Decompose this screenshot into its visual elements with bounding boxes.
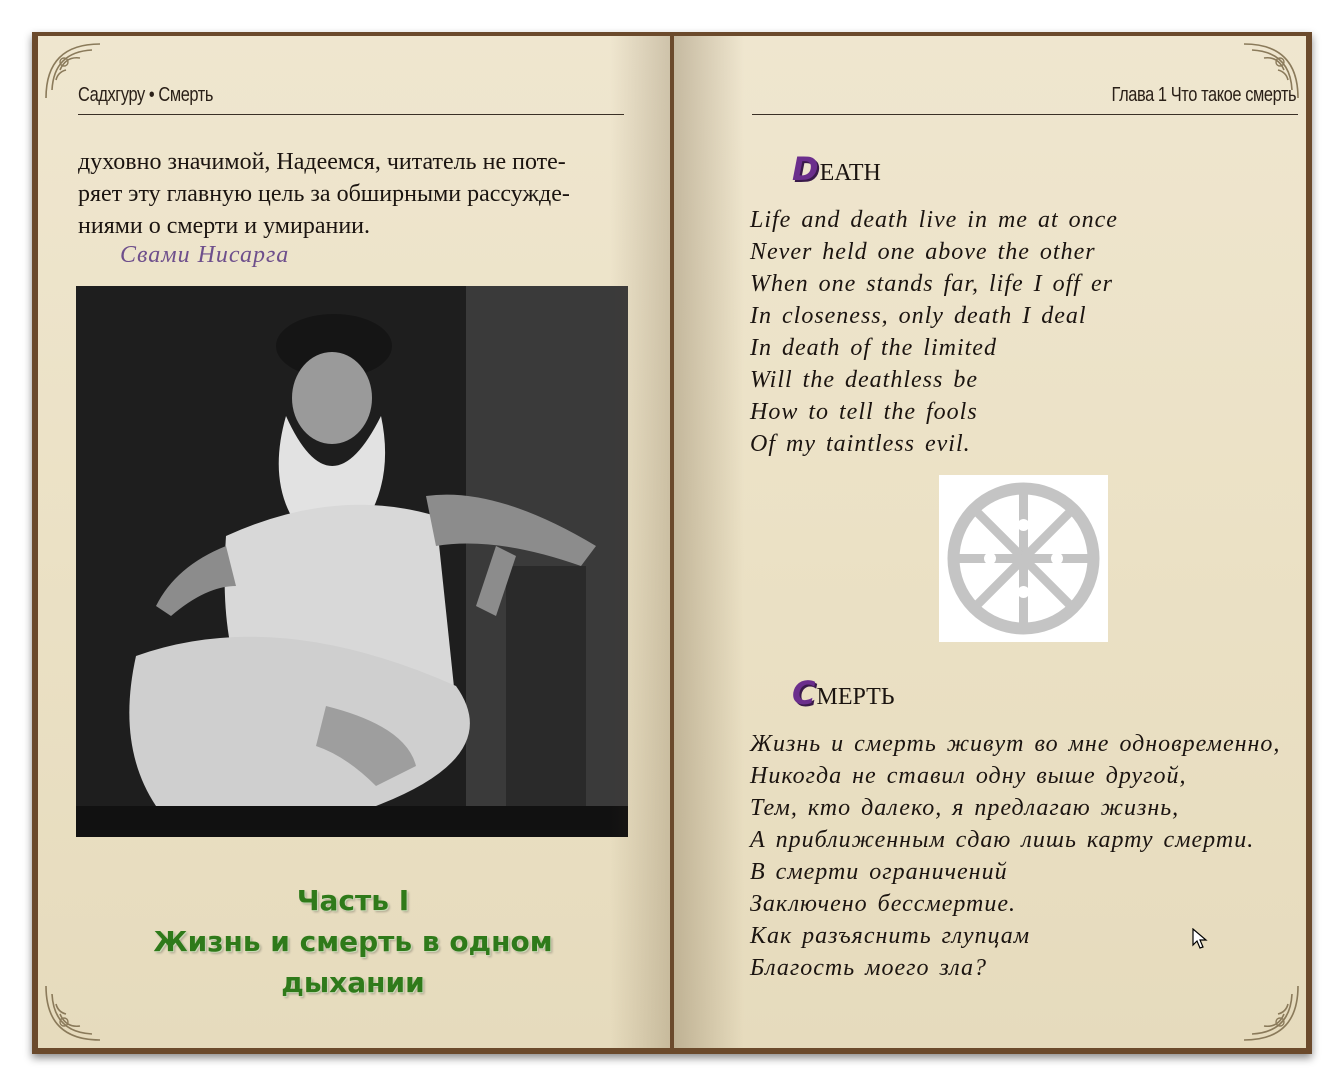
poem-english <box>750 204 1118 460</box>
dharma-wheel-icon <box>939 475 1108 642</box>
right-page[interactable] <box>674 36 1306 1048</box>
section-heading-smert <box>792 674 895 712</box>
running-header-right: Глава 1 Что такое смерть <box>1111 84 1296 106</box>
drop-initial: С <box>792 674 816 712</box>
running-header-left: Садхгуру • Смерть <box>78 84 213 106</box>
poem-line: Life and death live in me at once <box>750 207 1118 233</box>
mouse-pointer-icon <box>1192 928 1208 950</box>
left-page[interactable] <box>38 36 670 1048</box>
photo-portrait-icon <box>76 286 628 837</box>
poem-line: Жизнь и смерть живут во мне одновременно, <box>750 731 1281 757</box>
poem-line: Never held one above the other <box>750 239 1096 265</box>
book-viewer <box>32 32 1312 1054</box>
header-rule <box>78 114 624 115</box>
poem-line: When one stands far, life I off er <box>750 271 1113 297</box>
body-line: ряет эту главную цель за обширными рассужде- <box>78 181 570 207</box>
ornament-corner-icon <box>1240 982 1302 1044</box>
poem-line: А приближенным сдаю лишь карту смерти. <box>750 827 1255 853</box>
poem-line: Тем, кто далеко, я предлагаю жизнь, <box>750 795 1180 821</box>
poem-line: How to tell the fools <box>750 399 978 425</box>
poem-line: Of my taintless evil. <box>750 431 971 457</box>
poem-line: In closeness, only death I deal <box>750 303 1087 329</box>
part-title <box>98 880 608 1003</box>
poem-line: Заключено бессмертие. <box>750 891 1017 917</box>
poem-line: В смерти ограничений <box>750 859 1008 885</box>
poem-line: Никогда не ставил одну выше другой, <box>750 763 1187 789</box>
poem-line: Will the deathless be <box>750 367 978 393</box>
drop-initial: D <box>792 150 819 188</box>
body-text <box>78 146 632 242</box>
part-title-line: Жизнь и смерть в одном <box>153 925 553 958</box>
heading-rest: МЕРТЬ <box>816 684 895 710</box>
poem-line: Благость моего зла? <box>750 955 988 981</box>
body-line: ниями о смерти и умирании. <box>78 213 371 239</box>
poem-line: In death of the limited <box>750 335 997 361</box>
section-heading-death <box>792 150 881 188</box>
poem-line: Как разъяснить глупцам <box>750 923 1031 949</box>
ornament-corner-icon <box>42 982 104 1044</box>
heading-rest: EATH <box>819 160 881 186</box>
header-rule <box>752 114 1298 115</box>
body-line: духовно значимой, Надеемся, читатель не поте- <box>78 149 566 175</box>
part-title-line: дыхании <box>281 966 425 999</box>
author-signature: Свами Нисарга <box>120 242 290 268</box>
part-title-line: Часть I <box>296 884 410 917</box>
